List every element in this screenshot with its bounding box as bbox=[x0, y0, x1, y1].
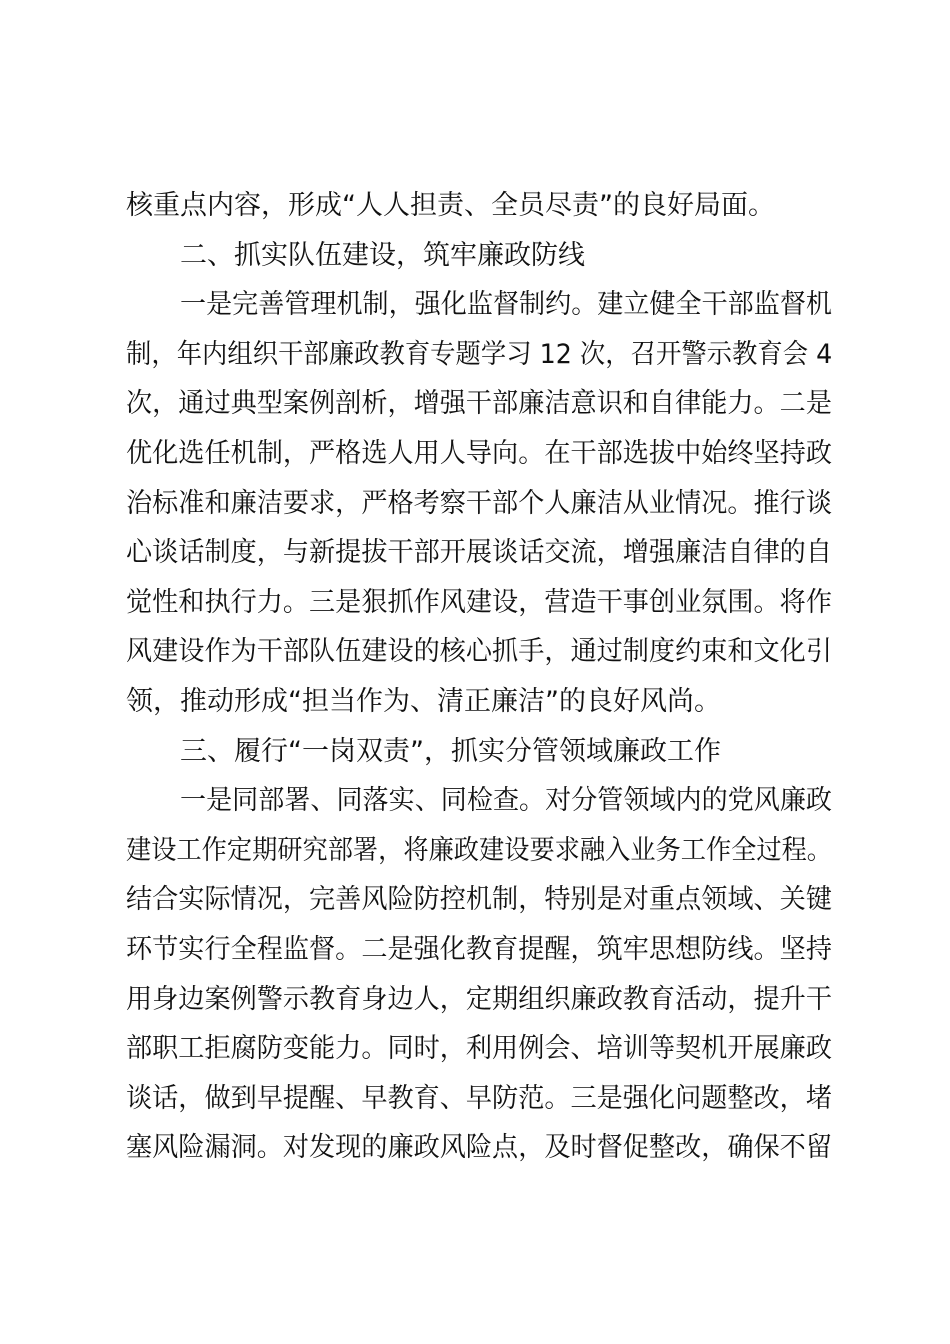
text-line-11: 领，推动形成“担当作为、清正廉洁”的良好风尚。 bbox=[126, 686, 721, 717]
text-line-19: 谈话，做到早提醒、早教育、早防范。三是强化问题整改，堵 bbox=[126, 1083, 832, 1114]
text-line-9: 觉性和执行力。三是狠抓作风建设，营造干事创业氛围。将作 bbox=[126, 587, 832, 618]
text-line-4: 制，年内组织干部廉政教育专题学习 12 次，召开警示教育会 4 bbox=[126, 339, 833, 370]
text-line-15: 结合实际情况，完善风险防控机制，特别是对重点领域、关键 bbox=[126, 884, 832, 915]
text-line-5: 次，通过典型案例剖析，增强干部廉洁意识和自律能力。二是 bbox=[126, 388, 832, 419]
text-line-8: 心谈话制度，与新提拔干部开展谈话交流，增强廉洁自律的自 bbox=[126, 537, 832, 568]
text-line-7: 治标准和廉洁要求，严格考察干部个人廉洁从业情况。推行谈 bbox=[126, 488, 832, 519]
text-line-1: 核重点内容，形成“人人担责、全员尽责”的良好局面。 bbox=[126, 190, 775, 221]
text-line-17: 用身边案例警示教育身边人，定期组织廉政教育活动，提升干 bbox=[126, 984, 832, 1015]
text-line-18: 部职工拒腐防变能力。同时，利用例会、培训等契机开展廉政 bbox=[126, 1033, 832, 1064]
section-heading-2: 二、抓实队伍建设，筑牢廉政防线 bbox=[180, 240, 585, 271]
text-line-16: 环节实行全程监督。二是强化教育提醒，筑牢思想防线。坚持 bbox=[126, 934, 832, 965]
text-line-6: 优化选任机制，严格选人用人导向。在干部选拔中始终坚持政 bbox=[126, 438, 832, 469]
text-line-10: 风建设作为干部队伍建设的核心抓手，通过制度约束和文化引 bbox=[126, 636, 832, 667]
text-line-13: 一是同部署、同落实、同检查。对分管领域内的党风廉政 bbox=[180, 785, 832, 816]
section-heading-3: 三、履行“一岗双责”，抓实分管领域廉政工作 bbox=[180, 736, 721, 767]
text-line-20: 塞风险漏洞。对发现的廉政风险点，及时督促整改，确保不留 bbox=[126, 1132, 832, 1163]
text-line-3: 一是完善管理机制，强化监督制约。建立健全干部监督机 bbox=[180, 289, 832, 320]
text-line-14: 建设工作定期研究部署，将廉政建设要求融入业务工作全过程。 bbox=[126, 835, 833, 866]
